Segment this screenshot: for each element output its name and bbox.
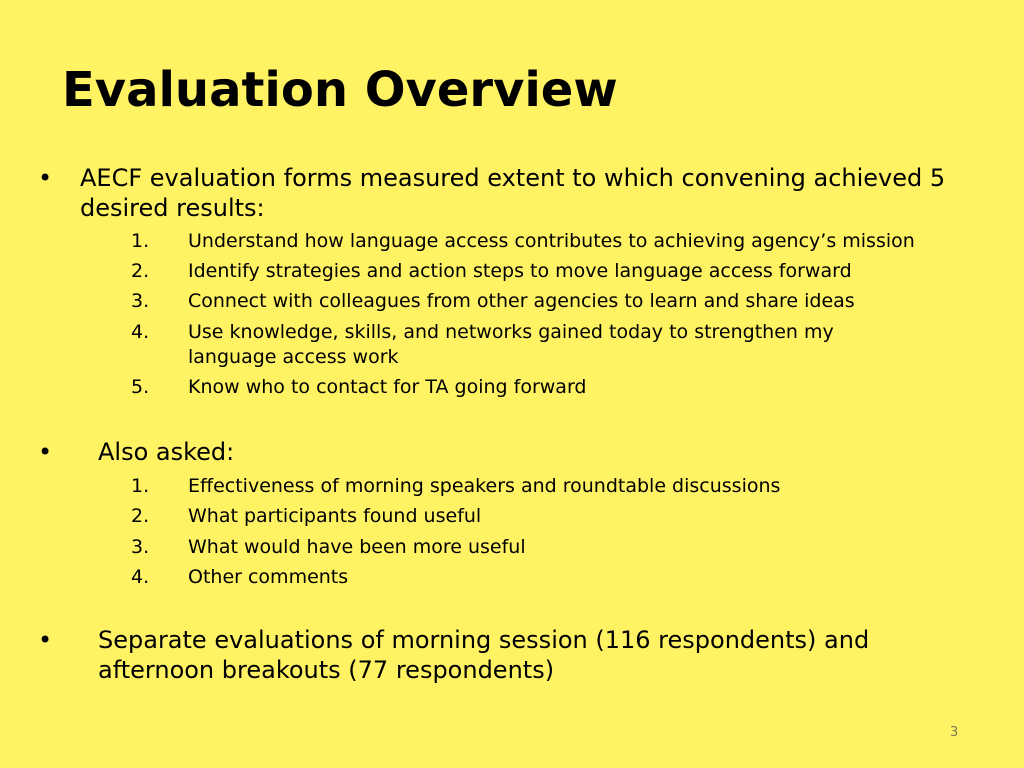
list-item-text: Other comments bbox=[188, 566, 349, 588]
bullet-text: Also asked: bbox=[98, 438, 235, 466]
bullet-marker: • bbox=[38, 164, 53, 192]
list-item-number: 4. bbox=[131, 321, 150, 343]
list-item-text: Use knowledge, skills, and networks gained today to strengthen my language access work bbox=[188, 321, 834, 368]
list-item-number: 1. bbox=[131, 230, 150, 252]
list-item-number: 3. bbox=[131, 290, 150, 312]
list-item-number: 2. bbox=[131, 260, 150, 282]
list-item-text: Identify strategies and action steps to move language access forward bbox=[188, 260, 852, 282]
list-item-text: Understand how language access contributes to achieving agency’s mission bbox=[188, 230, 915, 252]
list-item-number: 3. bbox=[131, 536, 150, 558]
list-item-text: What participants found useful bbox=[188, 505, 482, 527]
bullet-marker: • bbox=[38, 438, 53, 466]
slide-title: Evaluation Overview bbox=[62, 62, 618, 118]
list-item-text: Connect with colleagues from other agencies to learn and share ideas bbox=[188, 290, 855, 312]
page-number: 3 bbox=[950, 725, 959, 740]
bullet-text: Separate evaluations of morning session (116 respondents) and afternoon breakouts (77 respondents) bbox=[98, 626, 870, 684]
bullet-text: AECF evaluation forms measured extent to which convening achieved 5 desired results: bbox=[80, 164, 946, 222]
list-item-number: 5. bbox=[131, 376, 150, 398]
list-item-text: Know who to contact for TA going forward bbox=[188, 376, 587, 398]
bullet-marker: • bbox=[38, 626, 53, 654]
list-item-number: 2. bbox=[131, 505, 150, 527]
list-item-number: 4. bbox=[131, 566, 150, 588]
list-item-text: Effectiveness of morning speakers and roundtable discussions bbox=[188, 475, 781, 497]
list-item-text: What would have been more useful bbox=[188, 536, 526, 558]
list-item-number: 1. bbox=[131, 475, 150, 497]
